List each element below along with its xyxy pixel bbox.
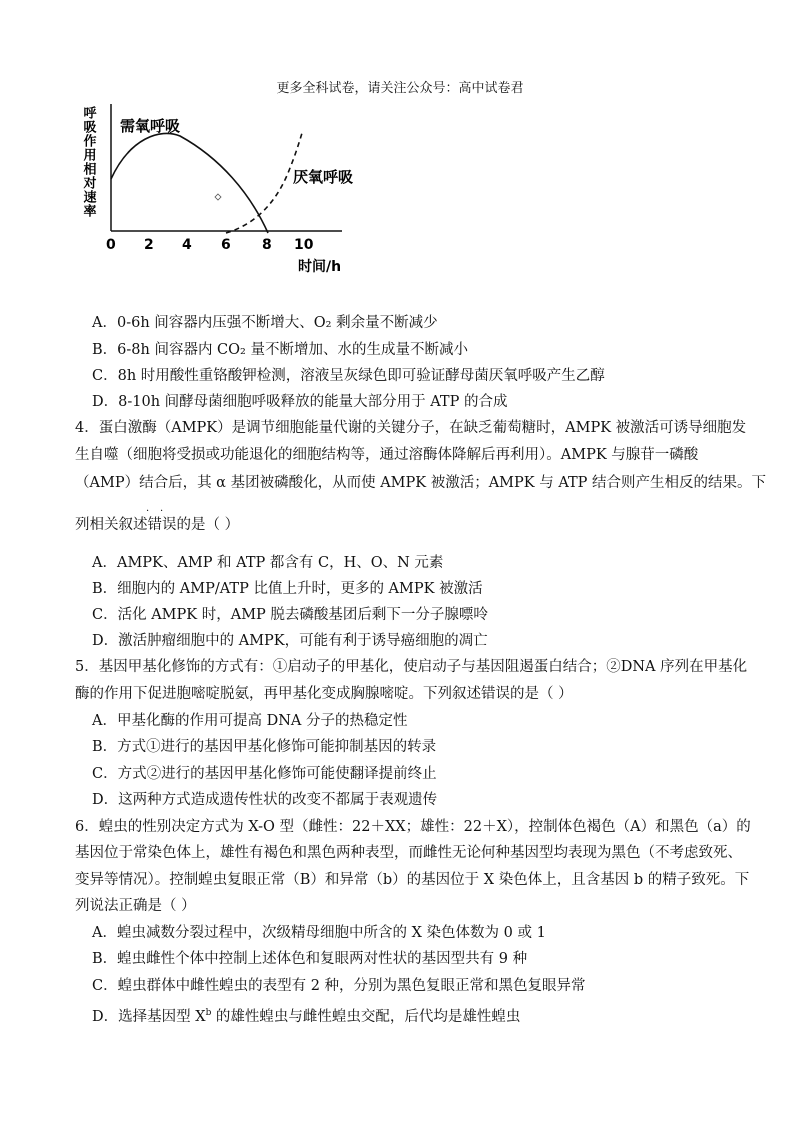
tick-10: 10 — [294, 237, 314, 253]
q6-option-d-pre: D．选择基因型 X — [92, 1008, 206, 1025]
q6-option-c: C．蝗虫群体中雌性蝗虫的表型有 2 种，分别为黑色复眼正常和黑色复眼异常 — [92, 978, 586, 994]
q5-stem-line-1: 5．基因甲基化修饰的方式有：①启动子的甲基化，使启动子与基因阻遏蛋白结合；②DNA 序列在甲基化 — [75, 659, 748, 675]
q5-option-a: A．甲基化酶的作用可提高 DNA 分子的热稳定性 — [92, 713, 408, 729]
aerobic-curve — [111, 133, 268, 233]
anaerobic-label: 厌氧呼吸 — [293, 168, 354, 186]
q6-stem-line-2: 基因位于常染色体上，雄性有褐色和黑色两种表型，而雌性无论何种基因型均表现为黑色（不考虑致死、 — [75, 845, 742, 861]
q4-stem-line-2: 生自噬（细胞将受损或功能退化的细胞结构等，通过溶酶体降解后再利用）。AMPK 与腺苷一磷酸 — [75, 447, 699, 463]
tick-8: 8 — [262, 237, 272, 253]
q4-stem-line-1: 4．蛋白激酶（AMPK）是调节细胞能量代谢的关键分子，在缺乏葡萄糖时，AMPK 被激活可诱导细胞发 — [75, 420, 747, 436]
q3-option-c: C．8h 时用酸性重铬酸钾检测，溶液呈灰绿色即可验证酵母菌厌氧呼吸产生乙醇 — [92, 368, 605, 384]
emphasis-dot: · — [160, 506, 164, 517]
q6-option-d-post: 的雄性蝗虫与雌性蝗虫交配，后代均是雄性蝗虫 — [211, 1008, 521, 1025]
q6-option-d — [92, 1003, 520, 1027]
q3-option-a: A．0-6h 间容器内压强不断增大、O₂ 剩余量不断减少 — [92, 315, 438, 331]
y-axis-label: 呼吸作用相对速率 — [80, 106, 96, 218]
q6-stem-line-3: 变异等情况）。控制蝗虫复眼正常（B）和异常（b）的基因位于 X 染色体上，且含基因 b 的精子致死。下 — [75, 872, 750, 888]
q4-stem-line-3: （AMP）结合后，其 α 基团被磷酸化，从而使 AMPK 被激活；AMPK 与 ATP 结合则产生相反的结果。下 — [75, 475, 767, 491]
tick-0: 0 — [106, 237, 116, 253]
q5-option-c: C．方式②进行的基因甲基化修饰可能使翻译提前终止 — [92, 766, 437, 782]
q6-stem-line-4: 列说法正确是（ ） — [75, 898, 196, 914]
q6-stem-line-1: 6．蝗虫的性别决定方式为 X-O 型（雌性：22＋XX；雄性：22＋X），控制体色褐色（A）和黑色（a）的 — [75, 819, 751, 835]
x-axis-label: 时间/h — [298, 259, 342, 275]
emphasis-dot: · — [146, 506, 150, 517]
q5-stem-line-2: 酶的作用下促进胞嘧啶脱氨，再甲基化变成胸腺嘧啶。下列叙述错误的是（ ） — [75, 686, 573, 702]
page-header: 更多全科试卷，请关注公众号：高中试卷君 — [276, 81, 524, 96]
q6-option-a: A．蝗虫减数分裂过程中，次级精母细胞中所含的 X 染色体数为 0 或 1 — [92, 925, 546, 941]
q4-option-c: C．活化 AMPK 时，AMP 脱去磷酸基团后剩下一分子腺嘌呤 — [92, 607, 488, 623]
q5-option-d: D．这两种方式造成遗传性状的改变不都属于表观遗传 — [92, 792, 438, 808]
q5-option-b: B．方式①进行的基因甲基化修饰可能抑制基因的转录 — [92, 739, 437, 755]
q6-option-d-sup: b — [205, 1008, 212, 1018]
respiration-graph — [80, 98, 380, 278]
aerobic-label: 需氧呼吸 — [120, 117, 181, 135]
diamond-mark — [215, 194, 221, 200]
tick-2: 2 — [144, 237, 154, 253]
q4-option-a: A．AMPK、AMP 和 ATP 都含有 C，H、O、N 元素 — [92, 555, 444, 571]
tick-4: 4 — [182, 237, 192, 253]
q4-stem-line-4: 列相关叙述错误的是（ ） — [75, 517, 240, 533]
q6-option-b: B．蝗虫雌性个体中控制上述体色和复眼两对性状的基因型共有 9 种 — [92, 951, 528, 967]
q3-option-d: D．8-10h 间酵母菌细胞呼吸释放的能量大部分用于 ATP 的合成 — [92, 394, 508, 410]
q4-option-d: D．激活肿瘤细胞中的 AMPK，可能有利于诱导癌细胞的凋亡 — [92, 633, 488, 649]
tick-6: 6 — [221, 237, 231, 253]
q3-option-b: B．6-8h 间容器内 CO₂ 量不断增加、水的生成量不断减小 — [92, 342, 468, 358]
q4-option-b: B．细胞内的 AMP/ATP 比值上升时，更多的 AMPK 被激活 — [92, 581, 483, 597]
